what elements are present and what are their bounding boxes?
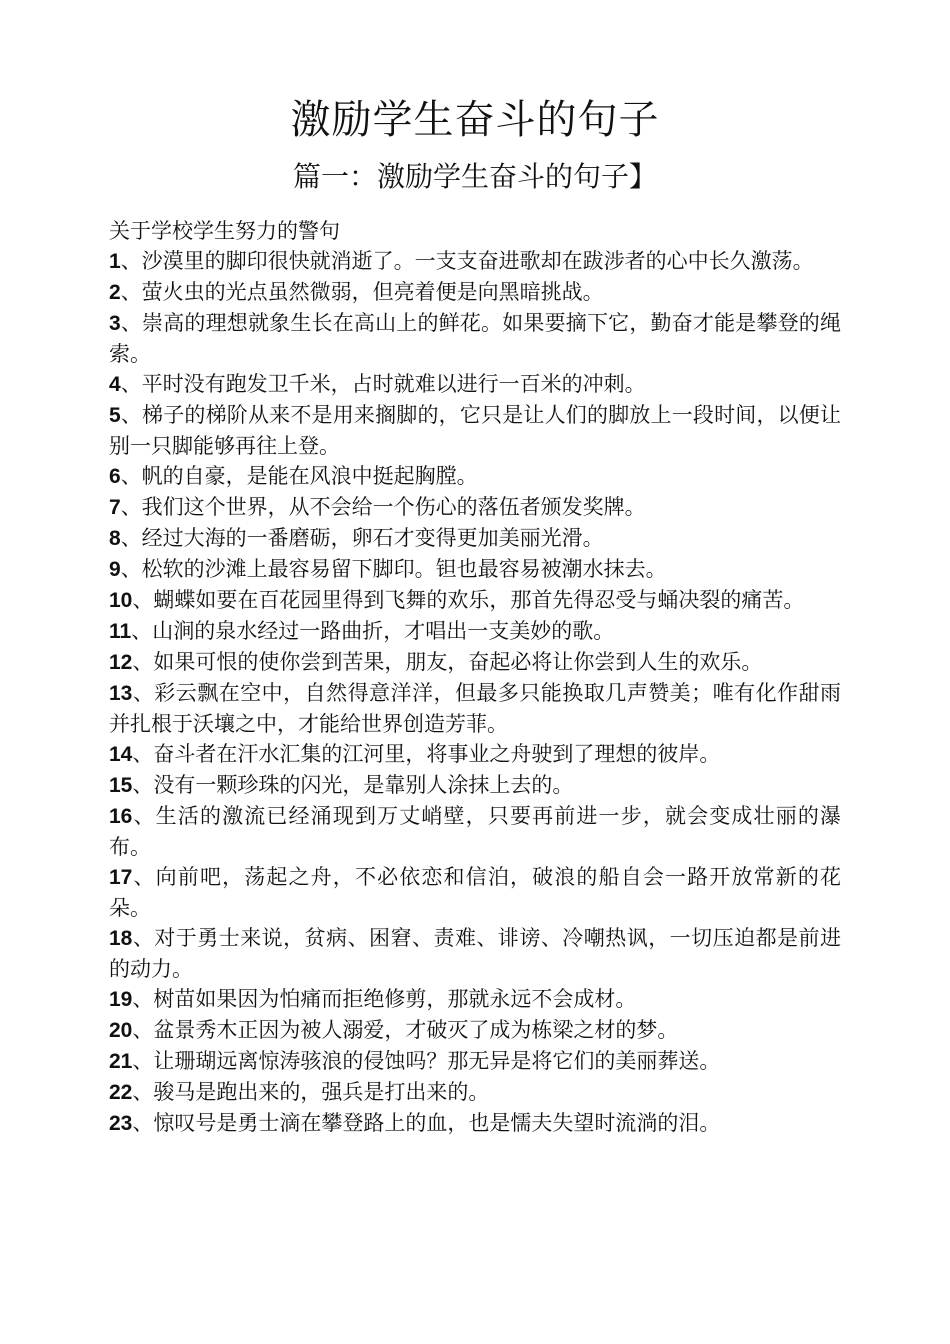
- quote-item: [109, 523, 841, 554]
- quote-item: [109, 277, 841, 308]
- quote-text: 、崇高的理想就象生长在高山上的鲜花。如果要摘下它，勤奋才能是攀登的绳索。: [109, 311, 841, 366]
- quote-text: 、惊叹号是勇士滴在攀登路上的血，也是懦夫失望时流淌的泪。: [132, 1111, 721, 1135]
- quote-item: [109, 554, 841, 585]
- quote-text: 、彩云飘在空中，自然得意洋洋，但最多只能换取几声赞美；唯有化作甜雨并扎根于沃壤之中，才能给世界创造芳菲。: [109, 681, 841, 736]
- quote-number: 14: [109, 743, 133, 766]
- quote-text: 、山涧的泉水经过一路曲折，才唱出一支美妙的歌。: [131, 619, 615, 643]
- quote-item: [109, 461, 841, 492]
- quote-number: 7: [109, 496, 121, 519]
- quote-number: 12: [109, 651, 133, 674]
- quote-item: [109, 862, 841, 923]
- quote-text: 、帆的自豪，是能在风浪中挺起胸膛。: [120, 464, 478, 488]
- quote-text: 、让珊瑚远离惊涛骇浪的侵蚀吗？那无异是将它们的美丽葬送。: [132, 1049, 721, 1073]
- quote-item: [109, 739, 841, 770]
- quote-text: 、梯子的梯阶从来不是用来搁脚的，它只是让人们的脚放上一段时间，以便让别一只脚能够再往上登。: [109, 403, 841, 458]
- quote-number: 10: [109, 589, 133, 612]
- quote-item: [109, 1108, 841, 1139]
- quote-number: 3: [109, 312, 121, 335]
- quote-text: 、萤火虫的光点虽然微弱，但亮着便是向黑暗挑战。: [120, 280, 604, 304]
- quote-item: [109, 770, 841, 801]
- quote-text: 、没有一颗珍珠的闪光，是靠别人涂抹上去的。: [132, 773, 574, 797]
- quote-item: [109, 369, 841, 400]
- quote-text: 、对于勇士来说，贫病、困窘、责难、诽谤、冷嘲热讽，一切压迫都是前进的动力。: [109, 926, 841, 981]
- quote-number: 13: [109, 682, 133, 705]
- quote-item: [109, 616, 841, 647]
- quote-item: [109, 984, 841, 1015]
- quote-text: 、树苗如果因为怕痛而拒绝修剪，那就永远不会成材。: [132, 987, 637, 1011]
- quote-text: 、平时没有跑发卫千米，占时就难以进行一百米的冲刺。: [120, 372, 646, 396]
- quote-text: 、我们这个世界，从不会给一个伤心的落伍者颁发奖牌。: [120, 495, 646, 519]
- quote-item: [109, 678, 841, 739]
- quote-text: 、经过大海的一番磨砺，卵石才变得更加美丽光滑。: [120, 526, 604, 550]
- quote-number: 1: [109, 250, 121, 273]
- quote-text: 、蝴蝶如要在百花园里得到飞舞的欢乐，那首先得忍受与蛹决裂的痛苦。: [132, 588, 805, 612]
- quote-number: 5: [109, 404, 121, 427]
- quote-number: 4: [109, 373, 121, 396]
- quote-item: [109, 246, 841, 277]
- quote-number: 21: [109, 1050, 133, 1073]
- document-title: 激励学生奋斗的句子: [290, 97, 660, 143]
- quote-item: [109, 585, 841, 616]
- quote-number: 2: [109, 281, 121, 304]
- quote-number: 17: [109, 866, 133, 889]
- quote-number: 23: [109, 1112, 133, 1135]
- quote-number: 22: [109, 1081, 133, 1104]
- document-subtitle: 篇一：激励学生奋斗的句子】: [292, 160, 657, 193]
- quote-text: 、向前吧，荡起之舟，不必依恋和信泊，破浪的船自会一路开放常新的花朵。: [109, 865, 841, 920]
- quote-item: [109, 801, 841, 862]
- quote-item: [109, 492, 841, 523]
- quote-text: 、松软的沙滩上最容易留下脚印。钽也最容易被潮水抹去。: [120, 557, 667, 581]
- quote-text: 、奋斗者在汗水汇集的江河里，将事业之舟驶到了理想的彼岸。: [132, 742, 721, 766]
- quote-item: [109, 1077, 841, 1108]
- quote-number: 16: [109, 805, 133, 828]
- quote-item: [109, 400, 841, 461]
- quote-number: 18: [109, 927, 133, 950]
- quote-item: [109, 308, 841, 369]
- quote-number: 20: [109, 1019, 133, 1042]
- quote-text: 、骏马是跑出来的，强兵是打出来的。: [132, 1080, 490, 1104]
- quote-text: 、盆景秀木正因为被人溺爱，才破灭了成为栋梁之材的梦。: [132, 1018, 679, 1042]
- quote-number: 19: [109, 988, 133, 1011]
- quote-item: [109, 923, 841, 984]
- quote-text: 、沙漠里的脚印很快就消逝了。一支支奋进歌却在跋涉者的心中长久激荡。: [120, 249, 814, 273]
- quote-item: [109, 1015, 841, 1046]
- section-intro: 关于学校学生努力的警句: [109, 219, 340, 243]
- quote-text: 、生活的激流已经涌现到万丈峭壁，只要再前进一步，就会变成壮丽的瀑布。: [109, 804, 841, 859]
- quote-number: 9: [109, 558, 121, 581]
- quote-text: 、如果可恨的使你尝到苦果，朋友，奋起必将让你尝到人生的欢乐。: [132, 650, 763, 674]
- quote-number: 11: [109, 620, 132, 643]
- quote-item: [109, 1046, 841, 1077]
- quote-list: [109, 246, 841, 1139]
- quote-item: [109, 647, 841, 678]
- quote-number: 6: [109, 465, 121, 488]
- quote-number: 8: [109, 527, 121, 550]
- quote-number: 15: [109, 774, 133, 797]
